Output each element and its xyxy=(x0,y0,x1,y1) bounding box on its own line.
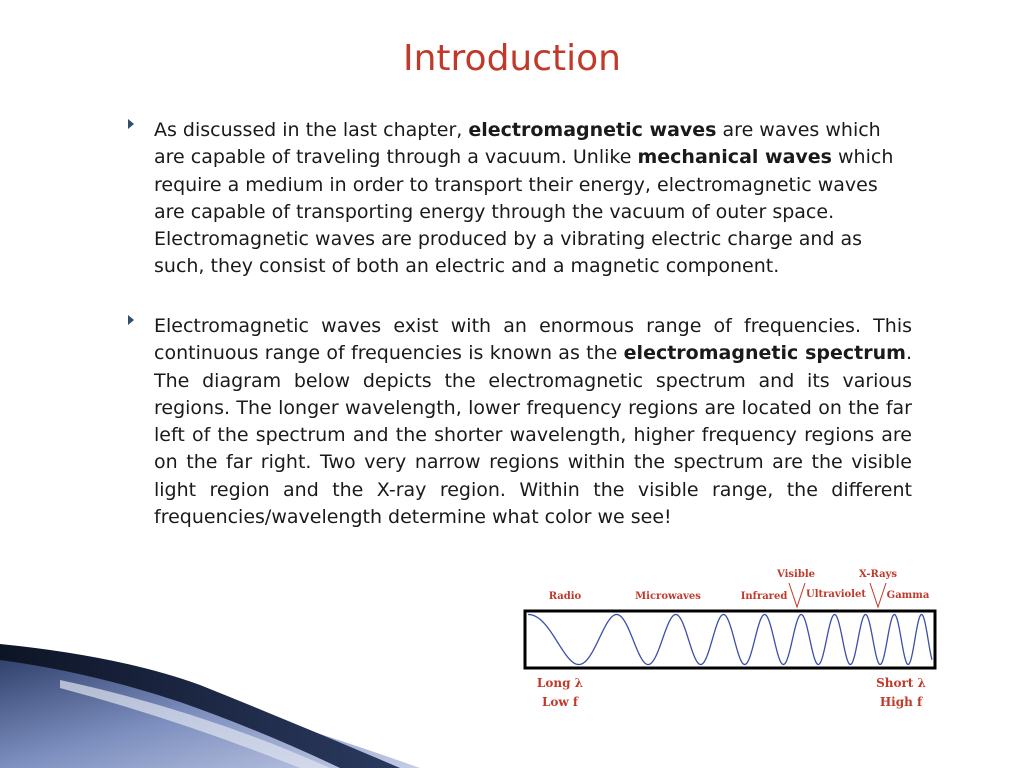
visible-marker xyxy=(789,583,805,607)
slide-title: Introduction xyxy=(402,38,621,79)
label-ultraviolet: Ultraviolet xyxy=(806,589,866,600)
bullet-arrow-icon xyxy=(128,315,134,325)
label-radio: Radio xyxy=(548,591,582,602)
decorative-swoosh xyxy=(0,630,420,768)
em-spectrum-diagram xyxy=(520,562,940,722)
label-visible: Visible xyxy=(777,569,815,580)
bullet-arrow-icon xyxy=(128,119,134,129)
bullet-item-2 xyxy=(128,313,912,531)
bullet-text-2: Electromagnetic waves exist with an enormous range of frequencies. This continuous range of frequencies is known as the electromagnetic spectrum. The diagram below depicts the electromagnetic spectrum and its various regions. The longer wavelength, lower frequency regions are located on the far left of the spectrum and the shorter wavelength, higher frequency regions are on the far right. Two very narrow regions within the spectrum are the visible light region and the X-ray region. Within the visible range, the different frequencies/wavelength determine what color we see! xyxy=(154,315,912,529)
label-long-wavelength: Long λ xyxy=(536,676,584,690)
bullet-text-1: As discussed in the last chapter, electromagnetic waves are waves which are capable of traveling through a vacuum. Unlike mechanical waves which require a medium in order to transport their energy, electromagnetic waves are capable of transporting energy through the vacuum of outer space. Electromagnetic waves are produced by a vibrating electric charge and as such, they consist of both an electric and a magnetic component. xyxy=(154,119,894,278)
label-xrays: X-Rays xyxy=(858,569,898,580)
bullet-item-1 xyxy=(128,117,912,281)
label-microwaves: Microwaves xyxy=(635,591,701,602)
xray-marker xyxy=(870,583,886,607)
label-gamma: Gamma xyxy=(886,590,930,601)
label-low-frequency: Low f xyxy=(541,695,579,709)
label-short-wavelength: Short λ xyxy=(876,676,926,690)
label-high-frequency: High f xyxy=(879,695,923,709)
label-infrared: Infrared xyxy=(740,591,788,602)
